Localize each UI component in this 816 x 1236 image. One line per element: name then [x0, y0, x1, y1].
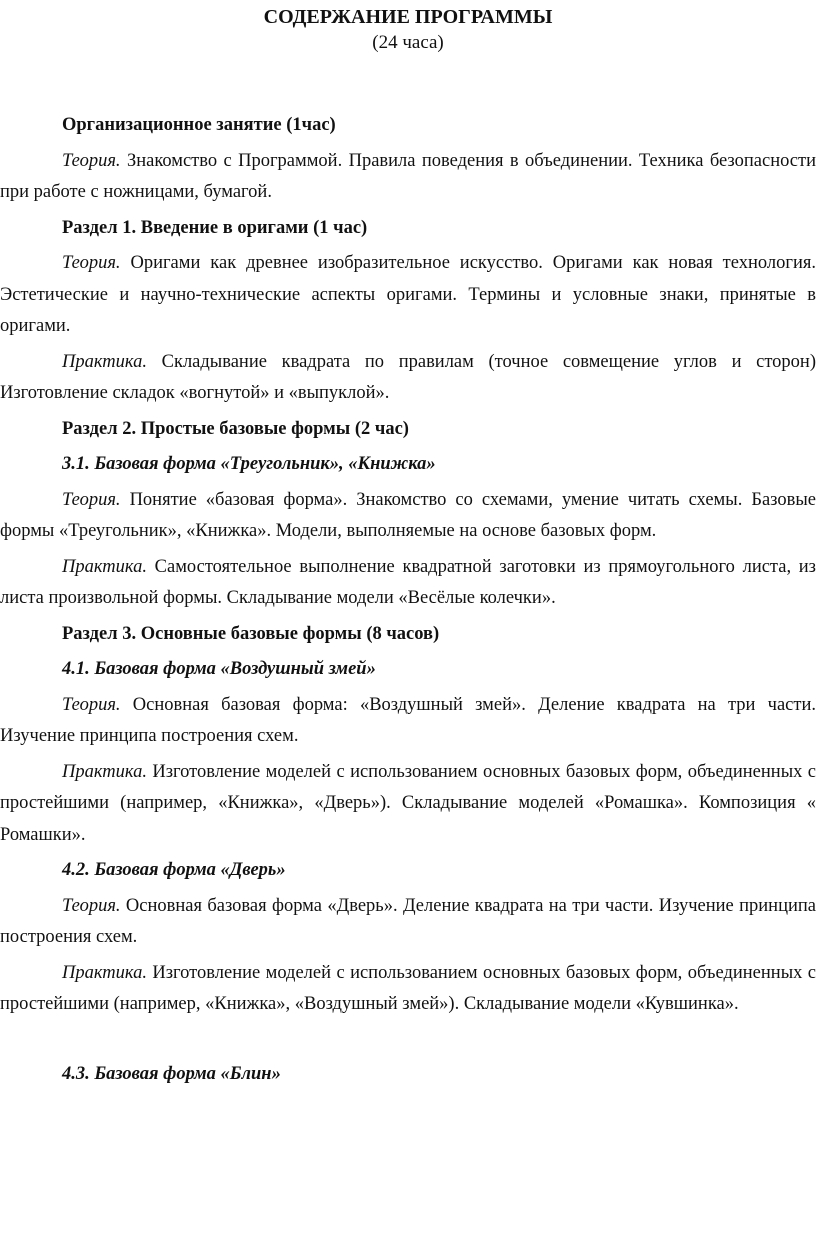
subsection-4-3-heading: 4.3. Базовая форма «Блин»: [62, 1063, 281, 1084]
program-content: [0, 106, 816, 1094]
practice-label: Практика.: [62, 556, 147, 577]
subsection-4-1-heading: 4.1. Базовая форма «Воздушный змей»: [62, 659, 376, 679]
section-2-theory-paragraph: [0, 485, 816, 548]
document-title: СОДЕРЖАНИЕ ПРОГРАММЫ: [263, 6, 553, 28]
subsection-4-2-heading: 4.2. Базовая форма «Дверь»: [62, 860, 286, 880]
theory-label: Теория.: [62, 150, 121, 171]
section-2-practice-paragraph: [0, 552, 816, 615]
section-1-heading: Раздел 1. Введение в оригами (1 час): [62, 217, 368, 238]
theory-label: Теория.: [62, 694, 121, 715]
document-subtitle: (24 часа): [372, 32, 444, 53]
practice-label: Практика.: [62, 962, 147, 983]
theory-label: Теория.: [62, 489, 121, 510]
org-theory-text: Знакомство с Программой. Правила поведения в объединении. Техника безопасности при работе с ножницами, бумагой.: [0, 150, 816, 202]
section-2-theory-text: Понятие «базовая форма». Знакомство со схемами, умение читать схемы. Базовые формы «Треугольник», «Книжка». Модели, выполняемые на основе базовых форм.: [0, 489, 816, 541]
section-3-heading: Раздел 3. Основные базовые формы (8 часов): [62, 623, 440, 644]
theory-label: Теория.: [62, 253, 121, 273]
subsection-4-2-theory-paragraph: [0, 891, 816, 954]
practice-label: Практика.: [62, 351, 147, 372]
subsection-4-2-practice-paragraph: [0, 958, 816, 1021]
subsection-4-2-theory-text: Основная базовая форма «Дверь». Деление квадрата на три части. Изучение принципа построения схем.: [0, 895, 816, 947]
subsection-4-1-practice-paragraph: [0, 757, 816, 852]
org-heading: Организационное занятие (1час): [62, 115, 336, 135]
section-1-practice-text: Складывание квадрата по правилам (точное совмещение углов и сторон) Изготовление складок «вогнутой» и «выпуклой».: [0, 351, 816, 403]
subsection-4-1-theory-paragraph: [0, 690, 816, 753]
practice-label: Практика.: [62, 761, 147, 782]
org-theory-paragraph: [0, 146, 816, 209]
subsection-4-2-practice-text: Изготовление моделей с использованием основных базовых форм, объединенных с простейшими (например, «Книжка», «Воздушный змей»). Складывание модели «Кувшинка».: [0, 962, 816, 1014]
section-2-heading: Раздел 2. Простые базовые формы (2 час): [62, 418, 409, 439]
section-1-theory-paragraph: [0, 248, 816, 343]
subsection-3-1-heading: 3.1. Базовая форма «Треугольник», «Книжка»: [62, 454, 436, 474]
section-2-practice-text: Самостоятельное выполнение квадратной заготовки из прямоугольного листа, из листа произвольной формы. Складывание модели «Весёлые колечки».: [0, 556, 816, 608]
subsection-4-1-practice-text: Изготовление моделей с использованием основных базовых форм, объединенных с простейшими (например, «Книжка», «Дверь»). Складывание моделей «Ромашка». Композиция « Ромашки».: [0, 761, 816, 845]
theory-label: Теория.: [62, 895, 121, 916]
subsection-4-1-theory-text: Основная базовая форма: «Воздушный змей». Деление квадрата на три части. Изучение принципа построения схем.: [0, 694, 816, 746]
section-1-theory-text: Оригами как древнее изобразительное искусство. Оригами как новая технология. Эстетические и научно-технические аспекты оригами. Термины и условные знаки, принятые в оригами.: [0, 253, 816, 336]
section-1-practice-paragraph: [0, 347, 816, 410]
blank-line: [0, 1025, 816, 1055]
